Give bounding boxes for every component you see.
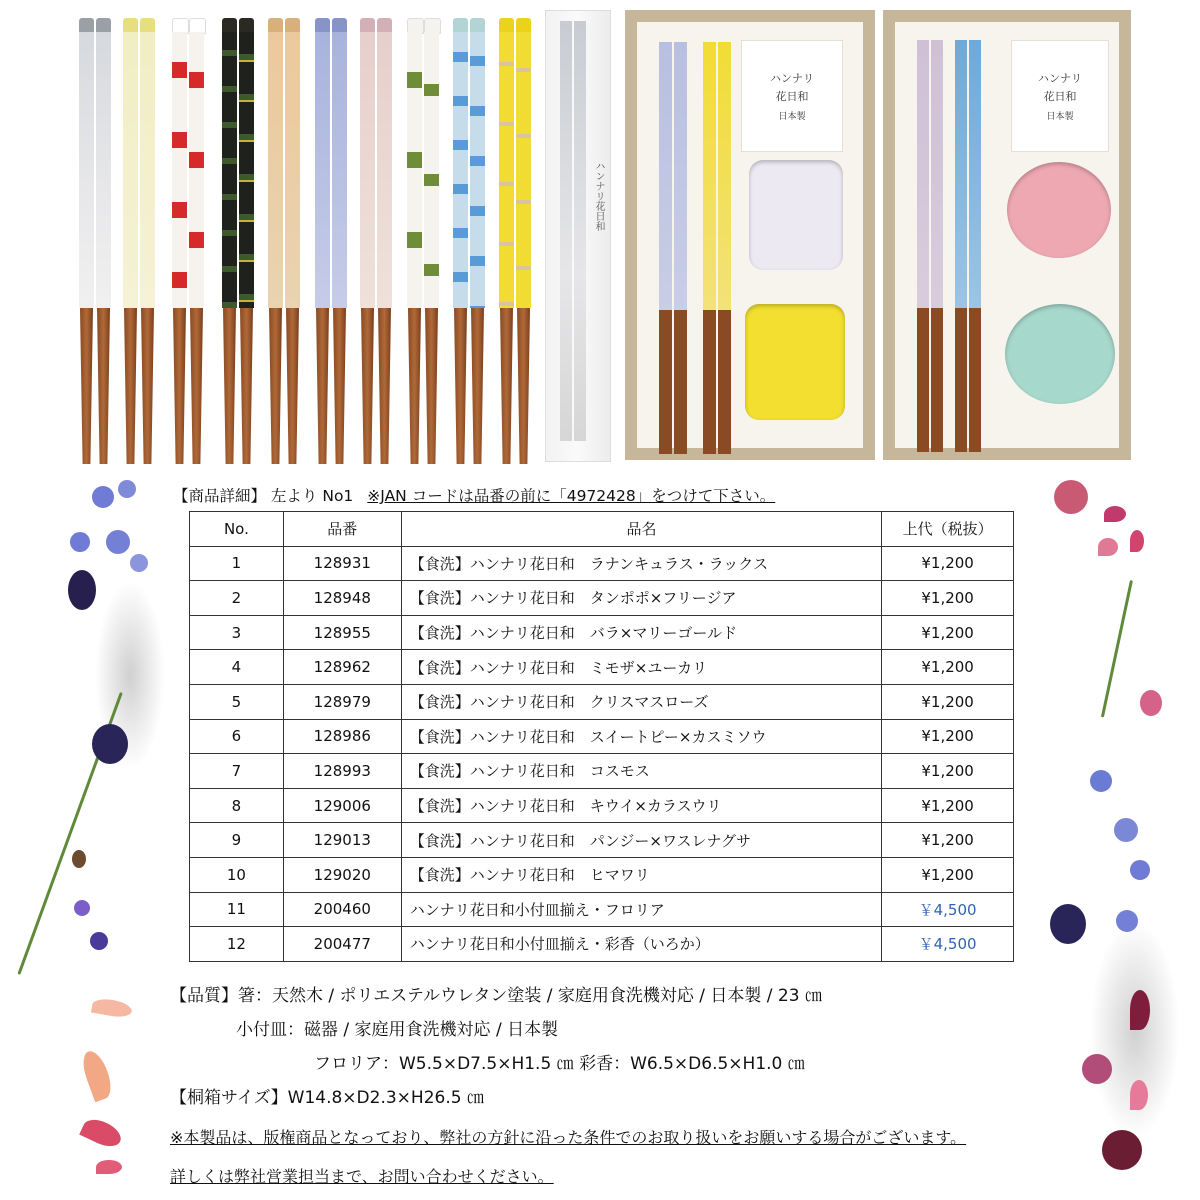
cell-price: ¥1,200 — [882, 823, 1014, 858]
table-row — [190, 857, 1014, 892]
card-title-1: ハンナリ — [770, 72, 814, 85]
cell-price: ¥1,200 — [882, 546, 1014, 581]
cell-code: 128993 — [283, 754, 401, 789]
cell-code: 128948 — [283, 581, 401, 616]
box-card-2 — [1011, 40, 1109, 152]
chopsticks-pair-7 — [358, 18, 402, 464]
table-header-row — [190, 512, 1014, 547]
quality-line-chopsticks: 【品質】箸：天然木 / ポリエステルウレタン塗装 / 家庭用食洗機対応 / 日本製 / 23 ㎝ — [170, 986, 822, 1006]
cell-no: 6 — [190, 719, 284, 754]
license-note: ※本製品は、版権商品となっており、弊社の方針に沿った条件でのお取り扱いをお願いする場合がございます。 — [170, 1128, 967, 1147]
table-row — [190, 823, 1014, 858]
header-name: 品名 — [401, 512, 881, 547]
contact-note: 詳しくは弊社営業担当まで、お問い合わせください。 — [170, 1167, 554, 1186]
dish-white — [749, 160, 843, 270]
cell-code: 200477 — [283, 927, 401, 962]
cell-code: 129013 — [283, 823, 401, 858]
header-no: No. — [190, 512, 284, 547]
cell-name: ハンナリ花日和小付皿揃え・フロリア — [401, 892, 881, 927]
cell-code: 200460 — [283, 892, 401, 927]
chopsticks-pair-6 — [313, 18, 357, 464]
cell-code: 128962 — [283, 650, 401, 685]
cell-price: ¥1,200 — [882, 719, 1014, 754]
header-code: 品番 — [283, 512, 401, 547]
table-row — [190, 650, 1014, 685]
chopsticks-pair-3 — [170, 18, 214, 464]
cell-name: 【食洗】ハンナリ花日和 クリスマスローズ — [401, 684, 881, 719]
cell-no: 10 — [190, 857, 284, 892]
cell-price: ¥1,200 — [882, 684, 1014, 719]
table-row — [190, 788, 1014, 823]
dish-yellow — [745, 304, 845, 420]
cell-no: 8 — [190, 788, 284, 823]
packaged-chopsticks — [545, 10, 611, 462]
cell-name: 【食洗】ハンナリ花日和 ヒマワリ — [401, 857, 881, 892]
table-row — [190, 684, 1014, 719]
table-row — [190, 546, 1014, 581]
chopsticks-pair-8 — [405, 18, 449, 464]
heading-label: 【商品詳細】 左より No1 — [173, 487, 354, 505]
cell-code: 128979 — [283, 684, 401, 719]
cell-code: 129020 — [283, 857, 401, 892]
table-row — [190, 719, 1014, 754]
table-row — [190, 892, 1014, 927]
floral-decoration-right — [1020, 470, 1200, 1200]
card-title-3: 日本製 — [778, 112, 806, 122]
cell-no: 7 — [190, 754, 284, 789]
box-card — [741, 40, 843, 152]
gift-box-iroka — [883, 10, 1131, 460]
cell-price: ¥1,200 — [882, 754, 1014, 789]
cell-name: 【食洗】ハンナリ花日和 パンジー×ワスレナグサ — [401, 823, 881, 858]
chopsticks-pair-1 — [77, 18, 121, 464]
quality-line-dish: 小付皿：磁器 / 家庭用食洗機対応 / 日本製 — [236, 1020, 559, 1040]
cell-no: 9 — [190, 823, 284, 858]
cell-price: ¥1,200 — [882, 788, 1014, 823]
cell-name: 【食洗】ハンナリ花日和 ラナンキュラス・ラックス — [401, 546, 881, 581]
header-price: 上代（税抜） — [882, 512, 1014, 547]
cell-no: 11 — [190, 892, 284, 927]
chopsticks-pair-4 — [220, 18, 264, 464]
quality-line-box-size: 【桐箱サイズ】W14.8×D2.3×H26.5 ㎝ — [170, 1088, 484, 1108]
cell-no: 12 — [190, 927, 284, 962]
cell-code: 128931 — [283, 546, 401, 581]
quality-line-dish-size: フロリア：W5.5×D7.5×H1.5 ㎝ 彩香：W6.5×D6.5×H1.0 ㎝ — [314, 1054, 805, 1074]
floral-decoration-left — [0, 470, 180, 1200]
cell-name: 【食洗】ハンナリ花日和 キウイ×カラスウリ — [401, 788, 881, 823]
cell-no: 2 — [190, 581, 284, 616]
table-row — [190, 581, 1014, 616]
cell-name: 【食洗】ハンナリ花日和 バラ×マリーゴールド — [401, 615, 881, 650]
dish-pink — [1007, 162, 1111, 258]
cell-name: 【食洗】ハンナリ花日和 スイートピー×カスミソウ — [401, 719, 881, 754]
chopsticks-pair-9 — [451, 18, 495, 464]
cell-no: 3 — [190, 615, 284, 650]
cell-code: 128986 — [283, 719, 401, 754]
cell-price: ¥1,200 — [882, 650, 1014, 685]
cell-name: 【食洗】ハンナリ花日和 ミモザ×ユーカリ — [401, 650, 881, 685]
cell-price: ￥4,500 — [882, 927, 1014, 962]
details-heading — [173, 484, 775, 506]
cell-code: 128955 — [283, 615, 401, 650]
cell-no: 4 — [190, 650, 284, 685]
cell-price: ￥4,500 — [882, 892, 1014, 927]
card-title-2: 花日和 — [775, 90, 809, 103]
cell-price: ¥1,200 — [882, 857, 1014, 892]
card2-title-3: 日本製 — [1046, 112, 1074, 122]
card2-title-1: ハンナリ — [1038, 72, 1082, 85]
cell-name: ハンナリ花日和小付皿揃え・彩香（いろか） — [401, 927, 881, 962]
cell-no: 5 — [190, 684, 284, 719]
jan-note: ※JAN コードは品番の前に「4972428」をつけて下さい。 — [367, 487, 776, 505]
dish-mint — [1005, 304, 1115, 404]
table-row — [190, 615, 1014, 650]
cell-name: 【食洗】ハンナリ花日和 タンポポ×フリージア — [401, 581, 881, 616]
product-photos — [0, 0, 1200, 470]
card2-title-2: 花日和 — [1043, 90, 1077, 103]
cell-price: ¥1,200 — [882, 581, 1014, 616]
packet-label: ハンナリ花日和 — [593, 161, 604, 231]
chopsticks-pair-2 — [121, 18, 165, 464]
table-row — [190, 754, 1014, 789]
gift-box-floria — [625, 10, 875, 460]
table-row — [190, 927, 1014, 962]
cell-code: 129006 — [283, 788, 401, 823]
cell-name: 【食洗】ハンナリ花日和 コスモス — [401, 754, 881, 789]
product-table — [189, 511, 1014, 962]
cell-price: ¥1,200 — [882, 615, 1014, 650]
chopsticks-pair-10 — [497, 18, 541, 464]
chopsticks-pair-5 — [266, 18, 310, 464]
cell-no: 1 — [190, 546, 284, 581]
